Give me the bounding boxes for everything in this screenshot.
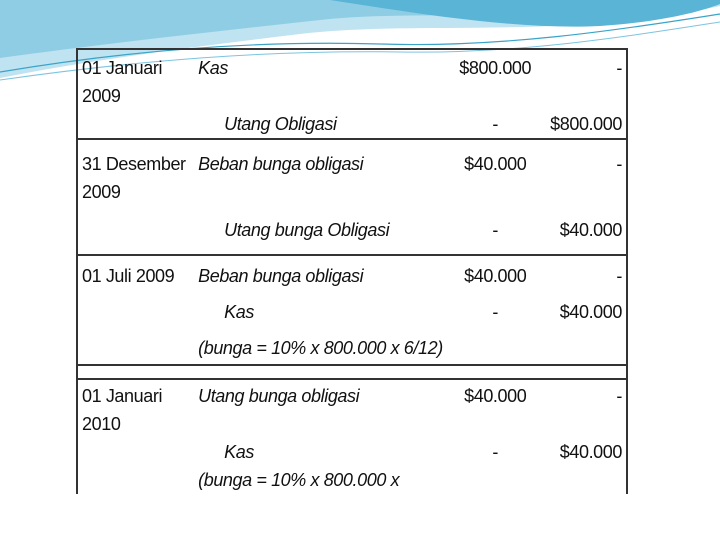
table-row <box>77 466 627 494</box>
credit-amount: $40.000 <box>543 216 627 255</box>
debit-amount: $40.000 <box>447 139 543 216</box>
table-row <box>77 49 627 110</box>
interest-note: (bunga = 10% x 800.000 x <box>198 470 400 490</box>
credit-amount: $40.000 <box>543 290 627 326</box>
credit-amount: - <box>543 139 627 216</box>
debit-amount: $800.000 <box>447 49 543 110</box>
debit-amount: - <box>447 216 543 255</box>
debit-amount: $40.000 <box>447 379 543 438</box>
journal-entries-table <box>76 48 628 494</box>
entry-date: 01 Juli 2009 <box>77 255 194 290</box>
account-name: Kas <box>224 302 254 322</box>
entry-date: 01 Januari 2009 <box>77 49 194 110</box>
table-row <box>77 216 627 255</box>
entry-date: 31 Desember 2009 <box>77 139 194 216</box>
credit-amount: - <box>543 49 627 110</box>
table-row <box>77 379 627 438</box>
credit-amount: - <box>543 379 627 438</box>
account-name: Beban bunga obligasi <box>194 255 447 290</box>
table-row <box>77 139 627 216</box>
debit-amount: - <box>492 442 499 462</box>
debit-amount: $40.000 <box>447 255 543 290</box>
credit-amount: $40.000 <box>543 438 627 466</box>
credit-amount: - <box>543 255 627 290</box>
account-name: Utang bunga obligasi <box>194 379 447 438</box>
entry-date: 01 Januari 2010 <box>77 379 194 438</box>
interest-note: (bunga = 10% x 800.000 x 6/12) <box>194 326 447 365</box>
credit-amount: $800.000 <box>543 110 627 139</box>
account-name: Utang bunga Obligasi <box>194 216 447 255</box>
account-name: Kas <box>224 442 254 462</box>
table-row <box>77 326 627 365</box>
account-name: Beban bunga obligasi <box>194 139 447 216</box>
debit-amount: - <box>492 302 499 322</box>
table-row <box>77 290 627 326</box>
table-row <box>77 438 627 466</box>
debit-amount: - <box>447 110 543 139</box>
account-name: Kas <box>194 49 447 110</box>
table-row <box>77 255 627 290</box>
table-row <box>77 110 627 139</box>
account-name: Utang Obligasi <box>194 110 447 139</box>
